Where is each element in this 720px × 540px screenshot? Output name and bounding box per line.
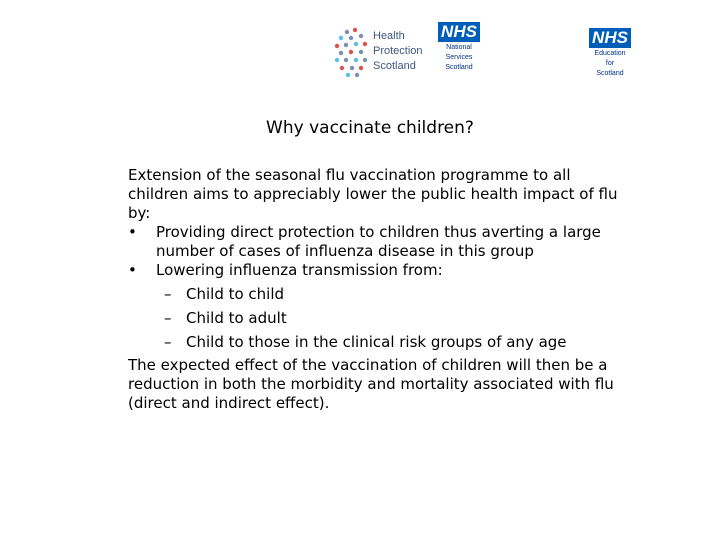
slide-title: Why vaccinate children?: [266, 118, 474, 138]
nhs-wordmark: NHS: [438, 22, 480, 42]
dash-mark: –: [164, 285, 172, 303]
sub-item: [128, 285, 628, 304]
sub-item-text: Child to adult: [186, 309, 287, 327]
slide-body: [128, 166, 628, 413]
sub-item-text: Child to child: [186, 285, 285, 303]
dash-mark: –: [164, 309, 172, 327]
hps-line: Protection: [373, 45, 423, 57]
dash-mark: –: [164, 333, 172, 351]
hps-dots-icon: [333, 26, 373, 78]
bullet-item: [128, 223, 628, 261]
bullet-text: Providing direct protection to children thus averting a large number of cases of influenza disease in this group: [156, 223, 601, 260]
hps-logo-text: [373, 29, 423, 74]
nes-line: for: [605, 60, 615, 67]
sub-item: [128, 333, 628, 352]
conclusion-paragraph: The expected effect of the vaccination of children will then be a reduction in both the morbidity and mortality associated with flu (direct and indirect effect).: [128, 356, 614, 412]
logo-bar: [0, 0, 720, 100]
hps-line: Health: [373, 30, 405, 42]
intro-paragraph: Extension of the seasonal flu vaccination programme to all children aims to appreciably lower the public health impact of flu by:: [128, 166, 618, 222]
nhs-education-for-scotland-logo: [585, 28, 635, 88]
hps-line: Scotland: [373, 60, 416, 72]
bullet-mark: •: [128, 223, 137, 241]
bullet-mark: •: [128, 261, 137, 279]
nes-line: Scotland: [596, 70, 624, 77]
sub-item-text: Child to those in the clinical risk groups of any age: [186, 333, 567, 351]
nss-line: Services: [445, 54, 473, 61]
nes-line: Education: [594, 50, 626, 57]
sub-item: [128, 309, 628, 328]
bullet-item: [128, 261, 628, 280]
health-protection-scotland-logo: [333, 26, 428, 84]
nss-line: National: [446, 44, 472, 51]
nhs-national-services-scotland-logo: [436, 22, 482, 84]
nss-line: Scotland: [445, 64, 473, 71]
bullet-text: Lowering influenza transmission from:: [156, 261, 443, 279]
nhs-wordmark: NHS: [589, 28, 631, 48]
